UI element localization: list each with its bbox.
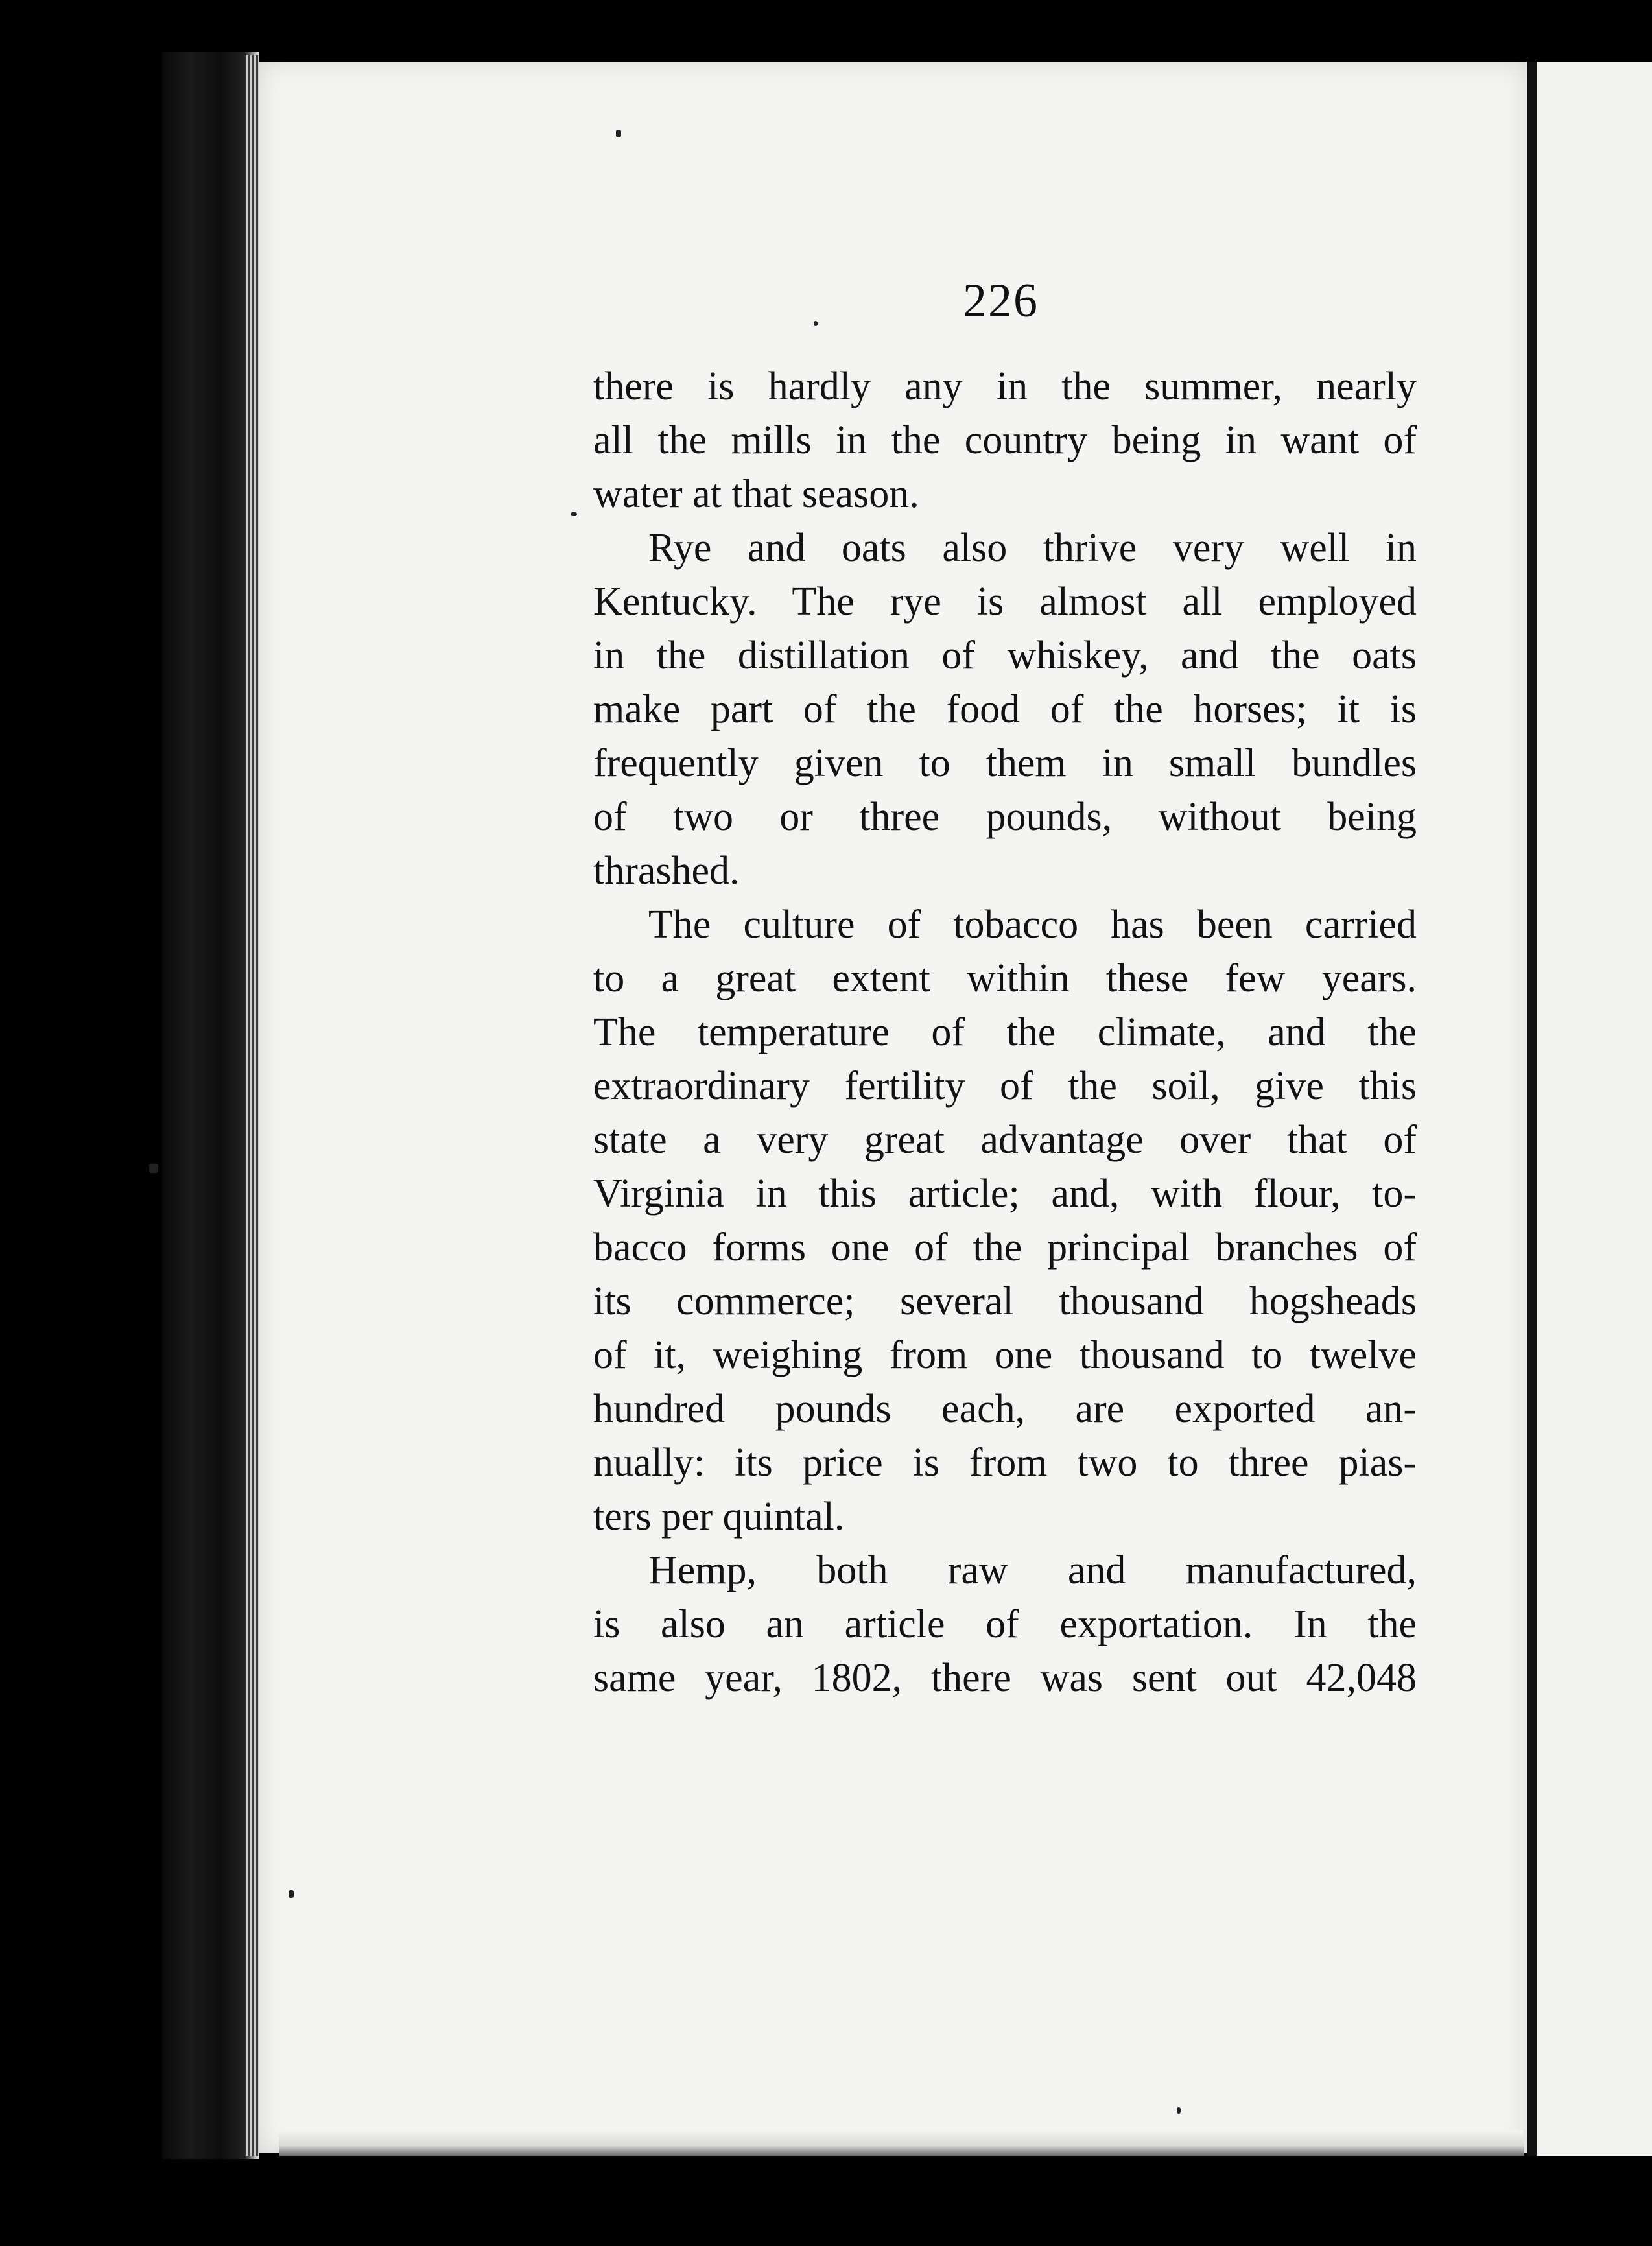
paragraph <box>593 521 1417 898</box>
text-line: of it, weighing from one thousand to twelve <box>593 1333 1417 1377</box>
text-line: Virginia in this article; and, with flour, to- <box>593 1172 1417 1216</box>
text-line: state a very great advantage over that of <box>593 1118 1417 1162</box>
gutter-shadow <box>1527 62 1537 2156</box>
page-number: 226 <box>963 274 1039 327</box>
text-line: The culture of tobacco has been carried <box>648 903 1417 947</box>
paragraph <box>593 898 1417 1544</box>
text-line: Hemp, both raw and manufactured, <box>648 1548 1417 1592</box>
text-line: make part of the food of the horses; it is <box>593 687 1417 731</box>
text-line: ters per quintal. <box>593 1495 845 1539</box>
page-edges <box>246 55 259 2156</box>
text-line: nually: its price is from two to three pias- <box>593 1441 1417 1485</box>
text-line: in the distillation of whiskey, and the oats <box>593 633 1417 678</box>
text-line: hundred pounds each, are exported an- <box>593 1387 1417 1431</box>
text-line: all the mills in the country being in want of <box>593 418 1417 462</box>
text-line: Rye and oats also thrive very well in <box>648 526 1417 570</box>
body-text <box>593 360 1417 1705</box>
text-line: water at that season. <box>593 472 919 516</box>
text-line: same year, 1802, there was sent out 42,048 <box>593 1656 1417 1700</box>
text-line: there is hardly any in the summer, nearly <box>593 364 1417 408</box>
text-line: frequently given to them in small bundles <box>593 741 1417 785</box>
text-line: to a great extent within these few years. <box>593 956 1417 1000</box>
text-line: bacco forms one of the principal branches of <box>593 1225 1417 1270</box>
book-binding <box>162 52 259 2159</box>
text-line: its commerce; several thousand hogsheads <box>593 1279 1417 1323</box>
text-line: extraordinary fertility of the soil, give this <box>593 1064 1417 1108</box>
text-line: is also an article of exportation. In the <box>593 1602 1417 1646</box>
facing-page-edge <box>1537 62 1652 2156</box>
page-bottom-edge <box>279 2130 1524 2156</box>
paragraph <box>593 360 1417 521</box>
text-line: Kentucky. The rye is almost all employed <box>593 580 1417 624</box>
text-line: The temperature of the climate, and the <box>593 1010 1417 1054</box>
text-line: of two or three pounds, without being <box>593 795 1417 839</box>
paragraph <box>593 1544 1417 1705</box>
text-line: thrashed. <box>593 849 740 893</box>
